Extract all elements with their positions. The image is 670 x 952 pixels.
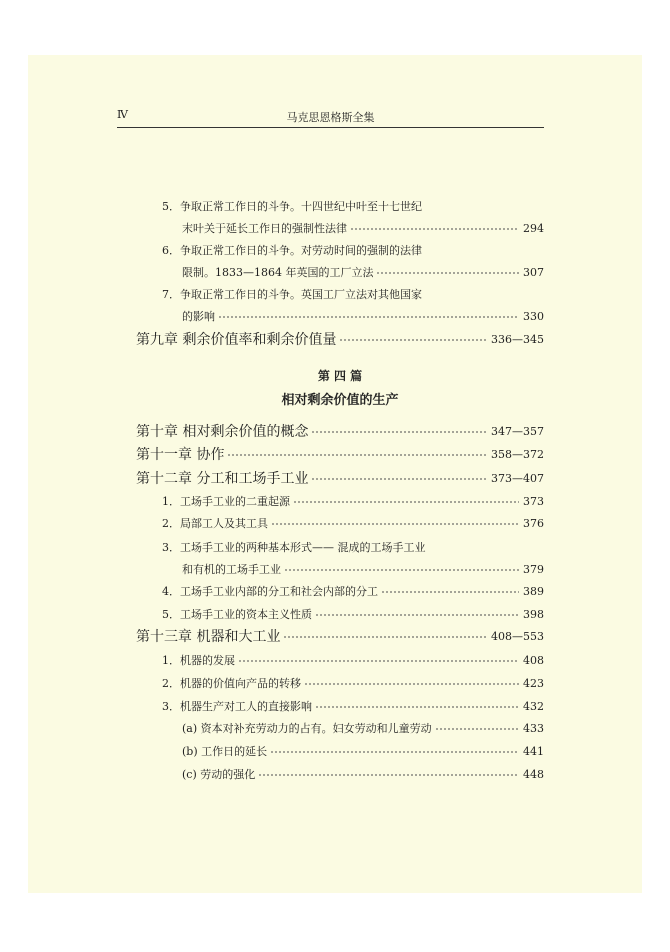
- page-ref: 448: [523, 767, 544, 781]
- dot-leader: [339, 339, 487, 341]
- toc-entry-12-1[interactable]: 1．工场手工业的二重起源 373: [162, 494, 544, 508]
- dot-leader: [284, 569, 519, 571]
- toc-entry-section-6-cont[interactable]: 限制。1833—1864 年英国的工厂立法 307: [182, 265, 544, 279]
- page-ref: 336—345: [491, 332, 544, 346]
- dot-leader: [258, 774, 519, 776]
- part-number: 第 四 篇: [317, 369, 363, 383]
- toc-entry-12-2[interactable]: 2．局部工人及其工具 376: [162, 516, 544, 530]
- toc-entry-section-6[interactable]: 6．争取正常工作日的斗争。对劳动时间的强制的法律: [162, 244, 422, 257]
- running-title: 马克思恩格斯全集: [286, 111, 375, 124]
- page-ref: 408: [523, 653, 544, 667]
- toc-entry-section-7[interactable]: 7．争取正常工作日的斗争。英国工厂立法对其他国家: [162, 288, 422, 301]
- toc-entry-section-5-cont[interactable]: 末叶关于延长工作日的强制性法律 294: [182, 221, 544, 235]
- toc-entry-section-5[interactable]: 5．争取正常工作日的斗争。十四世纪中叶至十七世纪: [162, 200, 422, 213]
- toc-entry-chapter-11[interactable]: 第十一章 协作 358—372: [136, 447, 544, 463]
- page-ref: 358—372: [491, 447, 544, 461]
- toc-entry-chapter-9[interactable]: 第九章 剩余价值率和剩余价值量 336—345: [136, 332, 544, 348]
- dot-leader: [271, 523, 519, 525]
- dot-leader: [270, 751, 519, 753]
- page-ref: 373: [523, 494, 544, 508]
- page-ref: 423: [523, 676, 544, 690]
- dot-leader: [293, 501, 519, 503]
- toc-entry-12-3[interactable]: 3．工场手工业的两种基本形式—— 混成的工场手工业: [162, 541, 426, 554]
- dot-leader: [227, 454, 487, 456]
- toc-entry-chapter-10[interactable]: 第十章 相对剩余价值的概念 347—357: [136, 424, 544, 440]
- page-ref: 307: [523, 265, 544, 279]
- dot-leader: [304, 683, 519, 685]
- page-ref: 330: [523, 309, 544, 323]
- page-ref: 379: [523, 562, 544, 576]
- toc-entry-chapter-12[interactable]: 第十二章 分工和工场手工业 373—407: [136, 471, 544, 487]
- page-ref: 376: [523, 516, 544, 530]
- toc-entry-13-3[interactable]: 3．机器生产对工人的直接影响 432: [162, 699, 544, 713]
- toc-entry-12-4[interactable]: 4．工场手工业内部的分工和社会内部的分工 389: [162, 584, 544, 598]
- page-ref: 373—407: [491, 471, 544, 485]
- dot-leader: [218, 316, 519, 318]
- toc-entry-12-3-cont[interactable]: 和有机的工场手工业 379: [182, 562, 544, 576]
- dot-leader: [283, 636, 487, 638]
- page-ref: 398: [523, 607, 544, 621]
- dot-leader: [381, 591, 519, 593]
- toc-entry-chapter-13[interactable]: 第十三章 机器和大工业 408—553: [136, 629, 544, 645]
- part-title: 相对剩余价值的生产: [281, 393, 399, 408]
- page-ref: 408—553: [491, 629, 544, 643]
- dot-leader: [315, 614, 519, 616]
- page-ref: 347—357: [491, 424, 544, 438]
- page-ref: 441: [523, 744, 544, 758]
- page-ref: 432: [523, 699, 544, 713]
- page-ref: 294: [523, 221, 544, 235]
- page-ref: 389: [523, 584, 544, 598]
- toc-entry-13-2[interactable]: 2．机器的价值向产品的转移 423: [162, 676, 544, 690]
- dot-leader: [376, 272, 519, 274]
- toc-entry-12-5[interactable]: 5．工场手工业的资本主义性质 398: [162, 607, 544, 621]
- dot-leader: [311, 431, 487, 433]
- dot-leader: [435, 728, 519, 730]
- toc-entry-13-3-a[interactable]: (a) 资本对补充劳动力的占有。妇女劳动和儿童劳动 433: [182, 721, 544, 735]
- dot-leader: [350, 228, 519, 230]
- toc-entry-13-3-c[interactable]: (c) 劳动的强化 448: [182, 767, 544, 781]
- page-number-roman: Ⅳ: [117, 108, 128, 121]
- page-header: [117, 109, 544, 128]
- toc-entry-13-1[interactable]: 1．机器的发展 408: [162, 653, 544, 667]
- dot-leader: [315, 706, 519, 708]
- toc-entry-section-7-cont[interactable]: 的影响 330: [182, 309, 544, 323]
- toc-entry-13-3-b[interactable]: (b) 工作日的延长 441: [182, 744, 544, 758]
- dot-leader: [311, 478, 487, 480]
- dot-leader: [238, 660, 519, 662]
- page-ref: 433: [523, 721, 544, 735]
